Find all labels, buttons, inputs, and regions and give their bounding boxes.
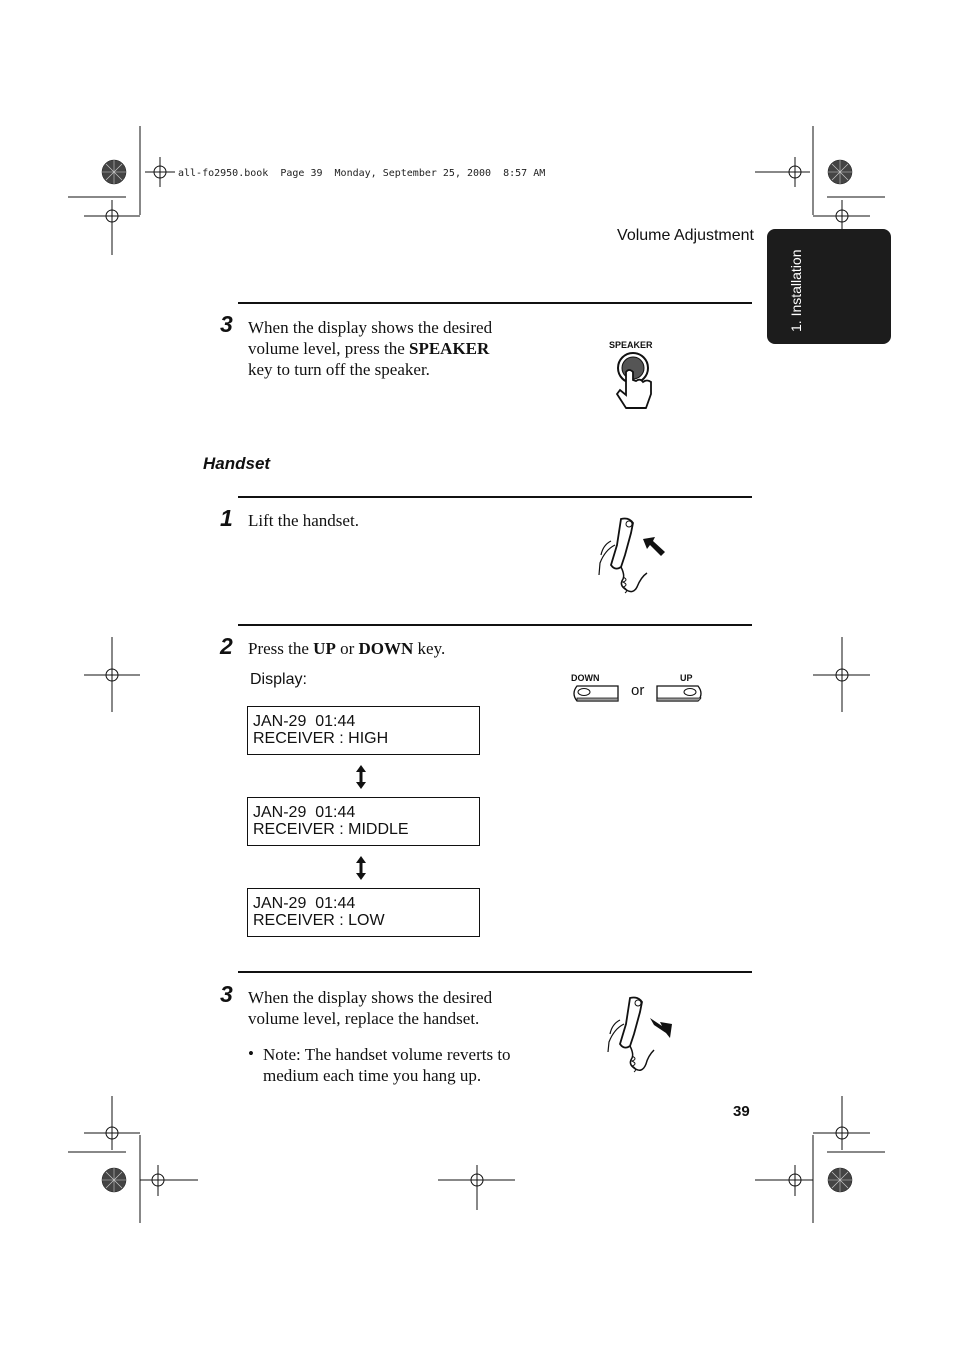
bullet-icon: • — [248, 1044, 254, 1063]
lcd-screen-middle — [247, 797, 480, 846]
key-name: UP — [313, 639, 336, 658]
display-label: Display: — [250, 671, 307, 688]
lcd-line: RECEIVER : MIDDLE — [253, 821, 409, 838]
note-text: Note: The handset volume reverts to medium each time you hang up. — [263, 1045, 511, 1085]
speaker-key-press-icon — [610, 350, 660, 414]
step-number: 2 — [220, 633, 233, 659]
lcd-line: JAN-29 01:44 — [253, 895, 356, 912]
step-number: 1 — [220, 505, 233, 531]
step-divider — [238, 624, 752, 626]
key-name: SPEAKER — [409, 339, 490, 358]
down-key-label: DOWN — [571, 673, 600, 683]
step-text — [248, 638, 445, 659]
step-text-part: key. — [413, 639, 446, 658]
lcd-screen-high — [247, 706, 480, 755]
up-key-icon — [655, 684, 705, 704]
replace-handset-icon — [600, 994, 680, 1079]
section-title: Handset — [203, 454, 271, 473]
step-text-part: key to turn off the speaker. — [248, 360, 430, 379]
lift-handset-icon — [595, 515, 670, 600]
step-text: When the display shows the desired volume level, replace the handset. — [248, 988, 493, 1028]
key-name: DOWN — [358, 639, 414, 658]
step-text-part: or — [335, 639, 359, 658]
step-divider — [238, 971, 752, 973]
step-text-part: When the display shows the desired volume level, press the — [248, 318, 493, 358]
up-key-label: UP — [680, 673, 693, 683]
up-down-arrow-icon — [354, 856, 368, 880]
section-tab — [767, 229, 891, 344]
lcd-line: JAN-29 01:44 — [253, 713, 356, 730]
page-number: 39 — [733, 1103, 750, 1120]
section-tab-label: 1. Installation — [788, 249, 804, 332]
page-header-title: Volume Adjustment — [617, 227, 754, 244]
lcd-line: JAN-29 01:44 — [253, 804, 356, 821]
print-info: all-fo2950.book Page 39 Monday, September 25, 2000 8:57 AM — [178, 168, 546, 179]
step-text-part: Press the — [248, 639, 314, 658]
down-key-icon — [571, 684, 621, 704]
step-number: 3 — [220, 311, 233, 337]
speaker-key-label: SPEAKER — [609, 340, 653, 350]
lcd-screen-low — [247, 888, 480, 937]
step-text — [248, 317, 518, 380]
lcd-line: RECEIVER : LOW — [253, 912, 385, 929]
step-divider — [238, 302, 752, 304]
step-number: 3 — [220, 981, 233, 1007]
step-text: Lift the handset. — [248, 511, 359, 530]
lcd-line: RECEIVER : HIGH — [253, 730, 389, 747]
or-label: or — [631, 682, 645, 699]
up-down-arrow-icon — [354, 765, 368, 789]
step-divider — [238, 496, 752, 498]
